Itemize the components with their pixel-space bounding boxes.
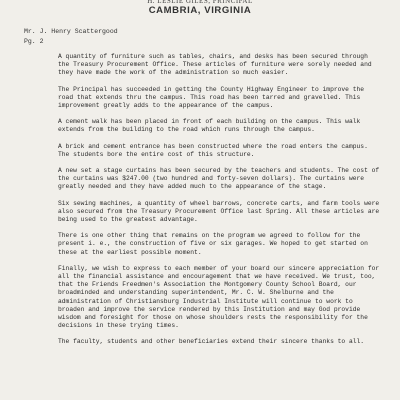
letterhead xyxy=(0,0,400,16)
letterhead-principal: H. LESLIE GILES, PRINCIPAL xyxy=(147,0,253,4)
paragraph-sewing-machines: Six sewing machines, a quantity of wheel barrows, concrete carts, and farm tools were also secured from the Treasury Procurement Office last Spring. All these articles are being used to the greatest advantage. xyxy=(58,199,380,224)
paragraph-entrance: A brick and cement entrance has been constructed where the road enters the campus. The students bore the entire cost of this structure. xyxy=(58,142,368,158)
paragraph-thanks: The faculty, students and other beneficiaries extend their sincere thanks to all. xyxy=(58,338,365,346)
paragraph-appreciation: Finally, we wish to express to each member of your board our sincere appreciation for all the financial assistance and encouragement that we have received. We trust, too, that the Friends Freedmen's Association the Montgomery County School Board, our broadminded and understanding superintendent, Mr. C. W. Shelburne and the administration of Christiansburg Industrial Institute will continue to work to broaden and improve the service rendered by this Institution and may God provide wisdom and foresight for those on whose shoulders rests the responsibility for the decisions in these trying times. xyxy=(58,264,380,330)
letterhead-place: CAMBRIA, VIRGINIA xyxy=(148,5,252,16)
page-number: Pg. 2 xyxy=(24,38,44,45)
paragraph-curtains: A new set a stage curtains has been secured by the teachers and students. The cost of the curtains was $247.00 (two hundred and forty-seven dollars). The curtains were greatly needed and they have added much to the appearance of the stage. xyxy=(58,167,380,191)
paragraph-road: The Principal has succeeded in getting the County Highway Engineer to improve the road that extends thru the campus. This road has been tarred and gravelled. This improvement greatly adds to the appearance of the campus. xyxy=(58,85,365,110)
recipient-block xyxy=(24,27,118,47)
paragraph-cement-walk: A cement walk has been placed in front of each building on the campus. This walk extends from the building to the road which runs through the campus. xyxy=(58,118,361,134)
paragraph-furniture: A quantity of furniture such as tables, chairs, and desks has been secured through the Treasury Procurement Office. These articles of furniture were sorely needed and they have made the work of the administration so much easier. xyxy=(58,53,372,77)
recipient-name: Mr. J. Henry Scattergood xyxy=(24,28,118,35)
letter-body xyxy=(58,53,382,347)
paragraph-garages: There is one other thing that remains on the program we agreed to follow for the present i. e., the construction of five or six garages. We hoped to get started on these at the earliest possible moment. xyxy=(58,232,368,256)
